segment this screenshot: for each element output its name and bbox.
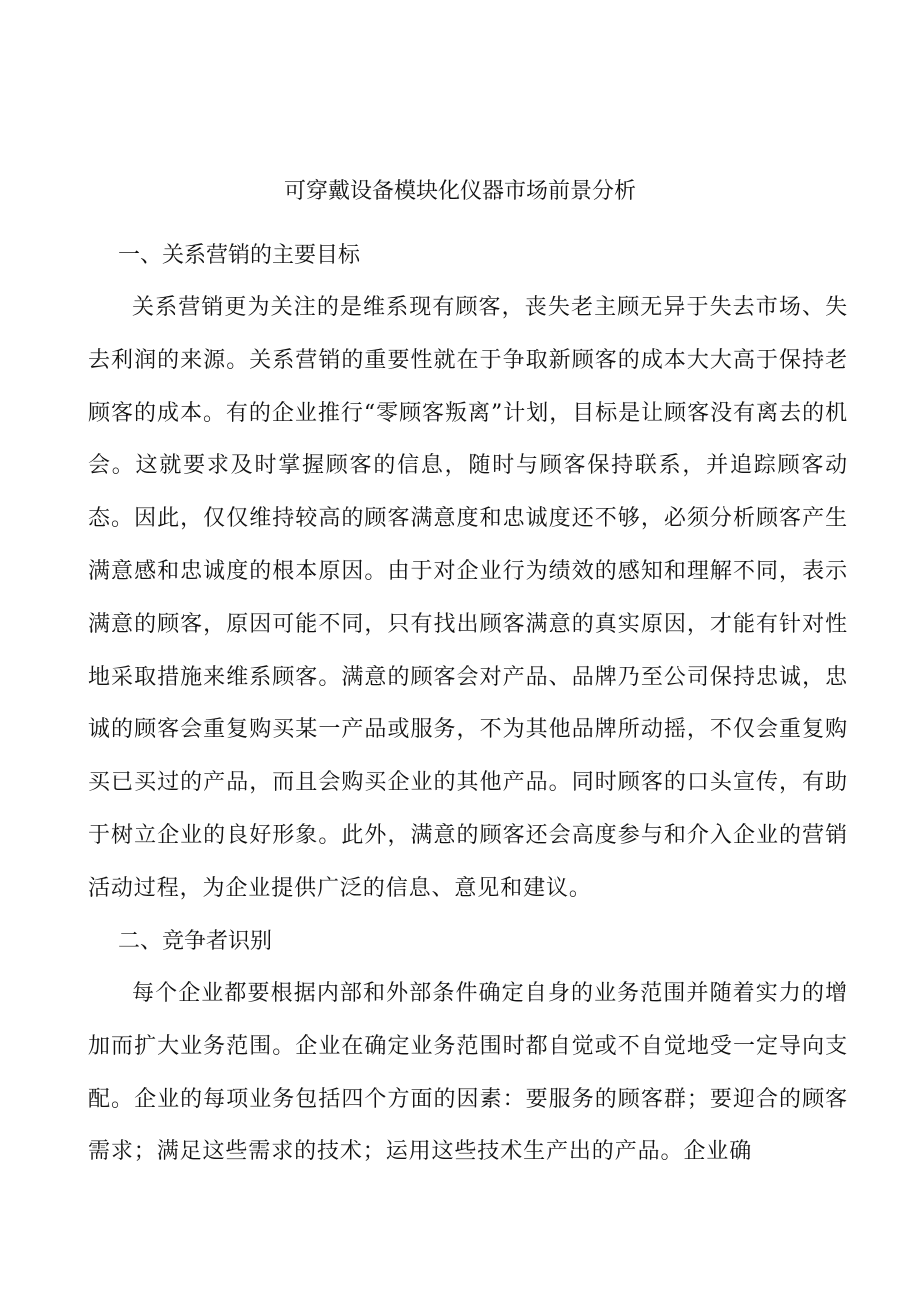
section-paragraph-competitor-identification: 每个企业都要根据内部和外部条件确定自身的业务范围并随着实力的增加而扩大业务范围。企业在确定业务范围时都自觉或不自觉地受一定导向支配。企业的每项业务包括四个方面的因素：要服务的顾客群；要迎合的顾客需求；满足这些需求的技术；运用这些技术生产出的产品。企业确: [88, 981, 848, 1165]
section-paragraph-relationship-marketing: 关系营销更为关注的是维系现有顾客，丧失老主顾无异于失去市场、失去利润的来源。关系营销的重要性就在于争取新顾客的成本大大高于保持老顾客的成本。有的企业推行“零顾客叛离”计划，目标是让顾客没有离去的机会。这就要求及时掌握顾客的信息，随时与顾客保持联系，并追踪顾客动态。因此，仅仅维持较高的顾客满意度和忠诚度还不够，必须分析顾客产生满意感和忠诚度的根本原因。由于对企业行为绩效的感知和理解不同，表示满意的顾客，原因可能不同，只有找出顾客满意的真实原因，才能有针对性地采取措施来维系顾客。满意的顾客会对产品、品牌乃至公司保持忠诚，忠诚的顾客会重复购买某一产品或服务，不为其他品牌所动摇，不仅会重复购买已买过的产品，而且会购买企业的其他产品。同时顾客的口头宣传，有助于树立企业的良好形象。此外，满意的顾客还会高度参与和介入企业的营销活动过程，为企业提供广泛的信息、意见和建议。: [88, 295, 848, 901]
section-heading-competitor-identification: 二、竞争者识别: [118, 929, 273, 954]
document-title: 可穿戴设备模块化仪器市场前景分析: [283, 179, 636, 204]
section-heading-relationship-marketing: 一、关系营销的主要目标: [118, 243, 361, 268]
